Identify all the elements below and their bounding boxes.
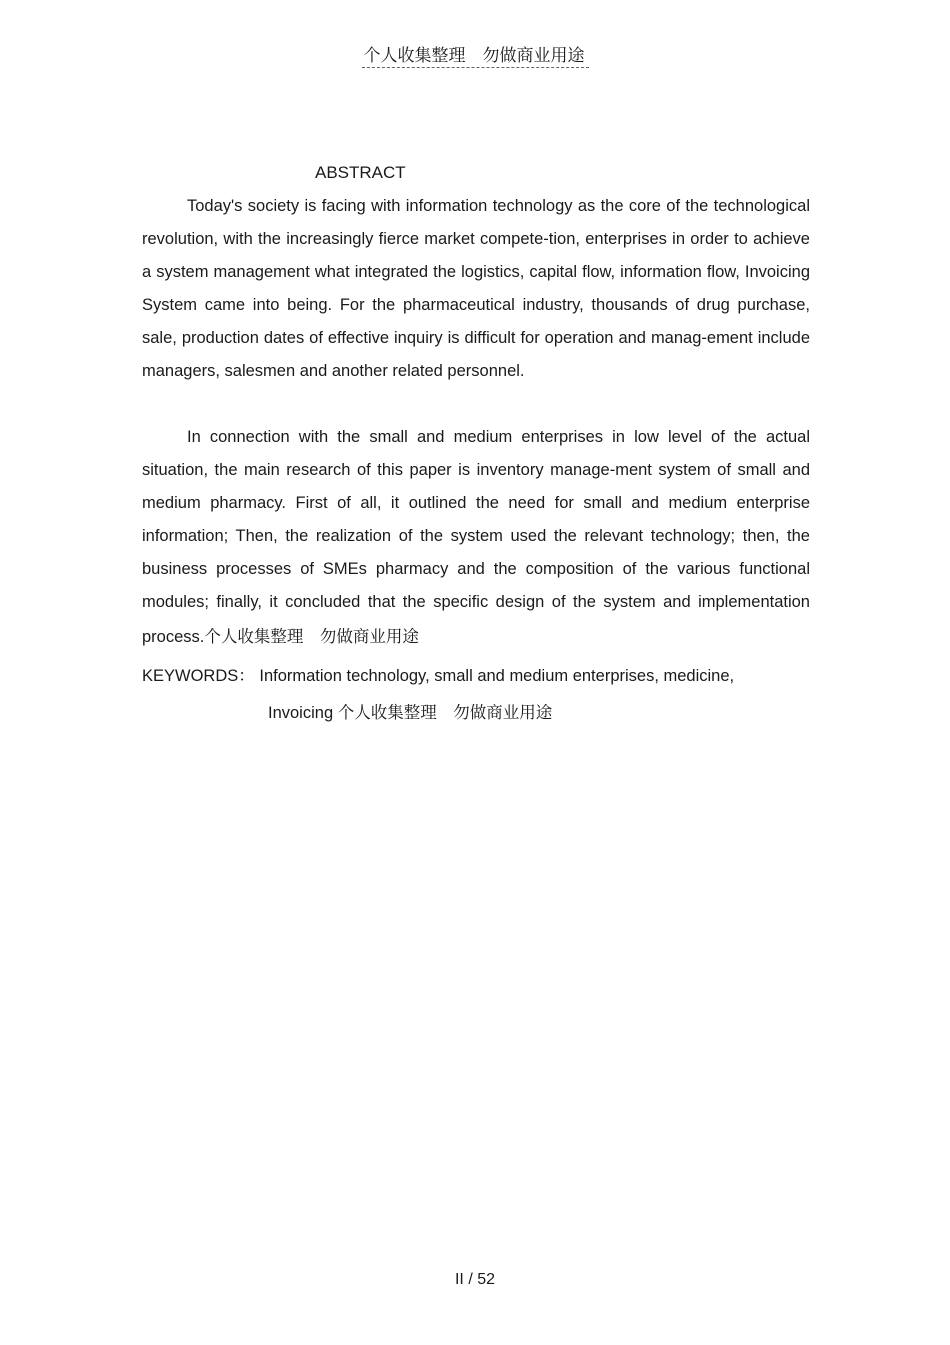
keywords-list-continued: Invoicing — [268, 704, 334, 722]
keywords-continuation — [268, 696, 552, 730]
keywords-label: KEYWORDS： — [142, 667, 255, 685]
inline-watermark-text: 个人收集整理 勿做商业用途 — [204, 626, 419, 646]
abstract-paragraph-1 — [142, 190, 810, 389]
abstract-heading: ABSTRACT — [315, 163, 406, 182]
page-header — [0, 41, 950, 68]
header-watermark-text: 个人收集整理 勿做商业用途 — [362, 41, 589, 68]
keywords-list: Information technology, small and medium enterprises, medicine, — [259, 667, 735, 685]
keywords-line — [142, 660, 842, 693]
page-number: II / 52 — [454, 1271, 496, 1288]
keywords-watermark-text: 个人收集整理 勿做商业用途 — [337, 703, 553, 722]
abstract-paragraph-2 — [142, 421, 810, 654]
abstract-paragraph-1-text: Today's society is facing with information technology as the core of the technological revolution, with the increasingly fierce market compete-tion, enterprises in order to achieve a system management what integrated the logistics, capital flow, information flow, Invoicing System came into being. For the pharmaceutical industry, thousands of drug purchase, sale, production dates of effective inquiry is difficult for operation and manag-ement include managers, salesmen and another related personnel. — [142, 197, 810, 381]
abstract-paragraph-2-text: In connection with the small and medium enterprises in low level of the actual situation, the main research of this paper is inventory manage-ment system of small and medium pharmacy. First of all, it outlined the need for small and medium enterprise information; Then, the realization of the system used the relevant technology; then, the business processes of SMEs pharmacy and the composition of the various functional modules; finally, it concluded that the specific design of the system and implementation process. — [142, 428, 810, 646]
